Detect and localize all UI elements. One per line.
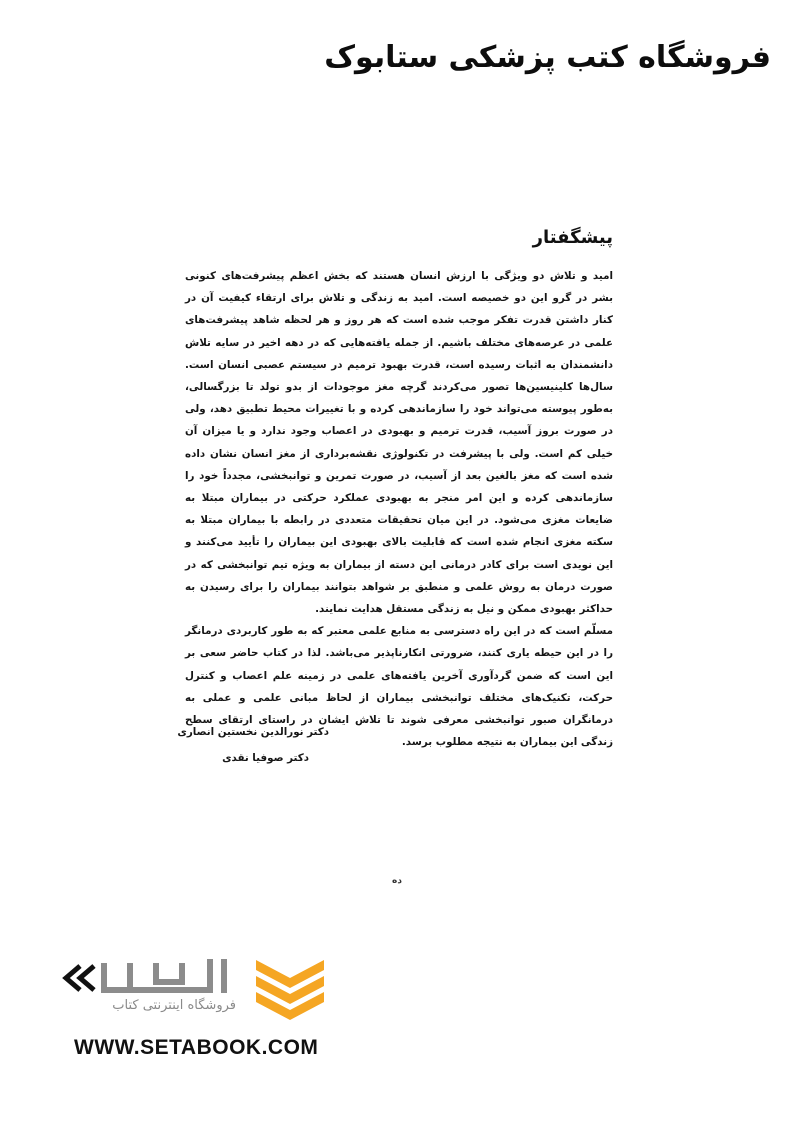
- signature-block: [149, 719, 329, 771]
- setabook-wordmark-icon: [104, 962, 224, 990]
- page-number: ده: [392, 876, 402, 886]
- paragraph-2: مسلّم است که در این راه دسترسی به منابع علمی معتبر که به طور کاربردی درمانگر را در این حیطه یاری کنند، ضرورتی انکارناپذیر می‌باشد. لذا در کتاب حاضر سعی بر این است که ضمن گردآوری آخرین یافته‌های علمی در زمینه علم اعصاب و کنترل حرکت، تکنیک‌های مختلف توانبخشی بیماران از لحاظ مبانی علمی و عملی به درمانگران صبور توانبخشی معرفی شوند تا تلاش ایشان در راستای ارتقای سطح زندگی این بیماران به نتیجه مطلوب برسد.: [185, 625, 613, 749]
- double-chevron-icon: [66, 966, 94, 990]
- setabook-logo: [60, 958, 350, 1078]
- document-body: [185, 223, 613, 753]
- paragraph-1: امید و تلاش دو ویژگی با ارزش انسان هستند که بخش اعظم پیشرفت‌های کنونی بشر در گرو این دو خصیصه است. امید به زندگی و تلاش برای ارتقاء کیفیت آن در کنار داشتن قدرت تفکر موجب شده است که هر روز و هر لحظه شاهد پیشرفت‌های علمی در عرصه‌های مختلف باشیم. از جمله یافته‌هایی که در دهه اخیر در سایه تلاش دانشمندان به اثبات رسیده است، قدرت بهبود ترمیم در سیستم عصبی انسان است. سال‌ها کلینیسین‌ها تصور می‌کردند گرچه مغز موجودات از بدو تولد تا بزرگسالی، به‌طور پیوسته می‌تواند خود را سازماندهی کرده و با تغییرات محیط تطبیق دهد، ولی در صورت بروز آسیب، قدرت ترمیم و بهبودی در اعصاب وجود ندارد و یا میزان آن خیلی کم است. ولی با پیشرفت در تکنولوژی نقشه‌برداری از مغز انسان نشان داده شده است که مغز بالغین بعد از آسیب، در صورت تمرین و توانبخشی، مجدداً خود را سازماندهی کرده و این امر منجر به بهبودی عملکرد حرکتی در بیماران مبتلا به ضایعات مغزی می‌شود. در این میان تحقیقات متعددی در رابطه با بیماران مبتلا به سکته مغزی انجام شده است که قابلیت بالای بهبودی این بیماران را تأیید می‌کنند و این نویدی است برای کادر درمانی این دسته از بیماران به ویژه تیم توانبخشی که در صورت درمان به روش علمی و منطبق بر شواهد بتوانند بیماران را برای رسیدن به حداکثر بهبودی ممکن و نیل به زندگی مستقل هدایت نمایند.: [185, 270, 613, 616]
- book-stack-icon: [256, 960, 324, 1020]
- logo-tagline: فروشگاه اینترنتی کتاب: [112, 998, 236, 1013]
- author-signature-1: دکتر نورالدین نخستین انصاری: [177, 726, 329, 738]
- author-signature-2: دکتر صوفیا نقدی: [222, 752, 309, 764]
- document-title: پیشگفتار: [532, 227, 613, 248]
- store-title: فروشگاه کتب پزشکی ستابوک: [324, 40, 771, 75]
- website-url: WWW.SETABOOK.COM: [74, 1036, 319, 1059]
